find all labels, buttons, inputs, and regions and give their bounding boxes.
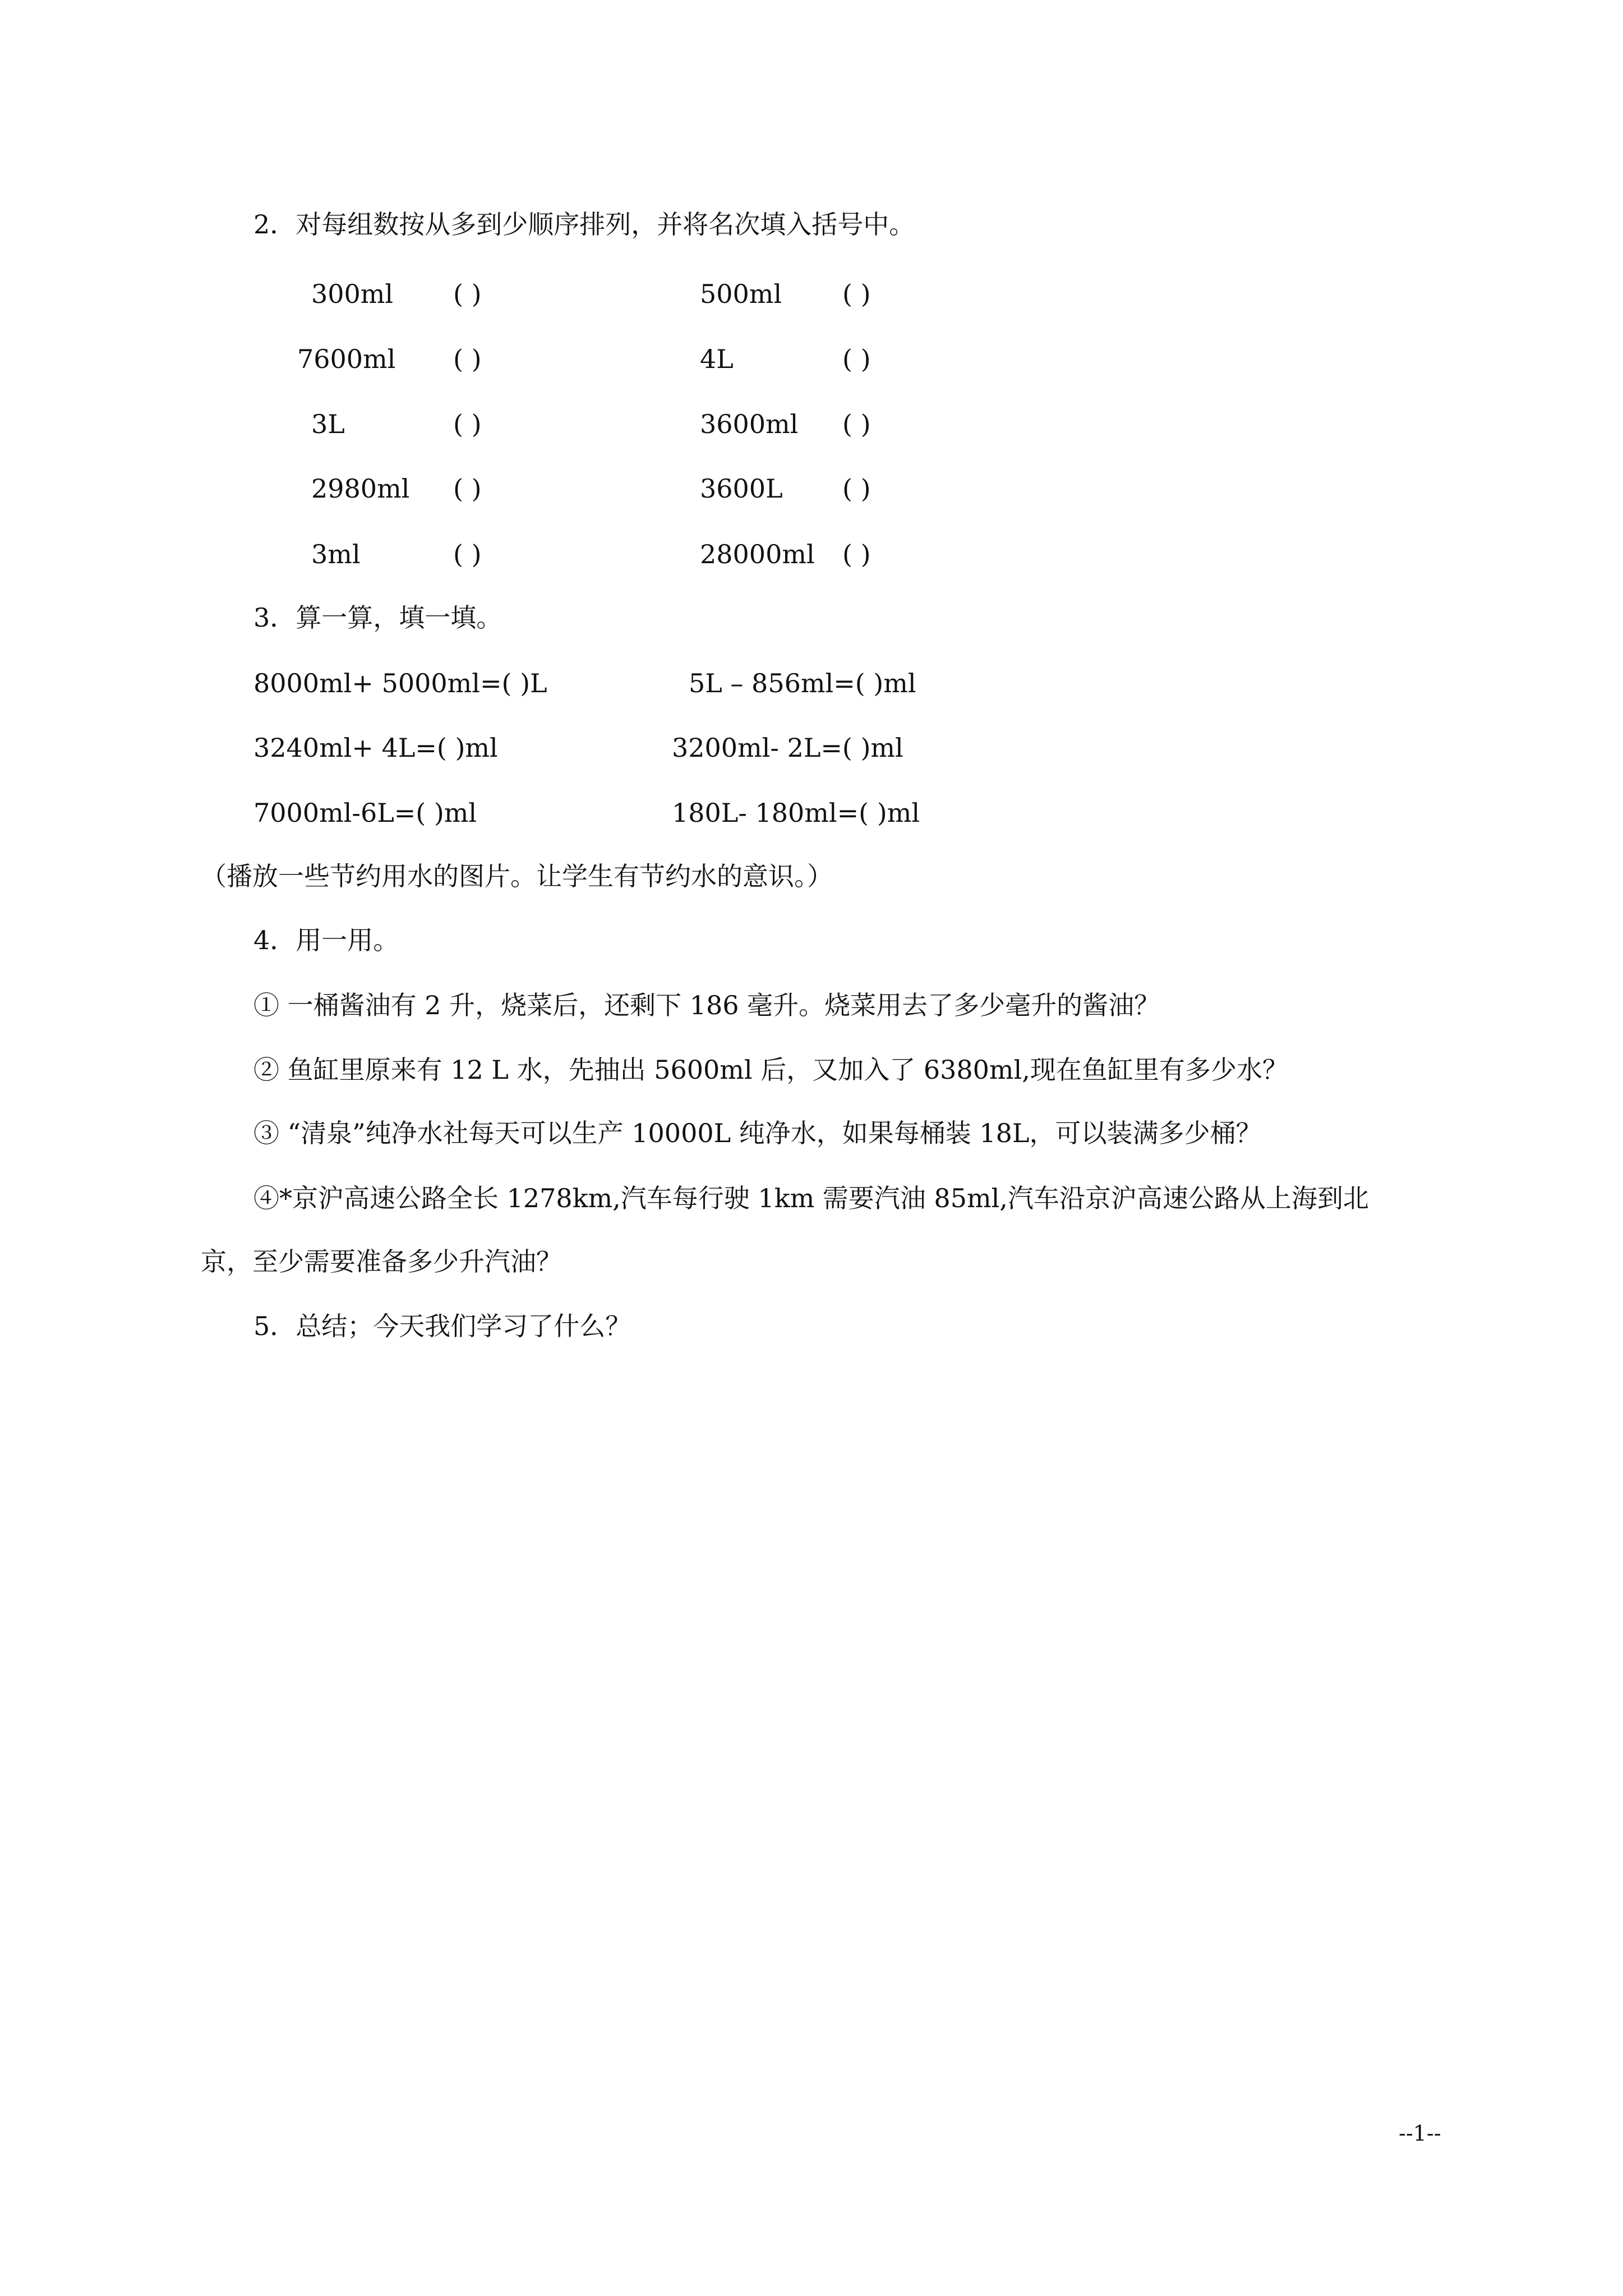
page-number: --1-- bbox=[1399, 2121, 1441, 2146]
calc-problem: 180L- 180ml=( )ml bbox=[672, 798, 920, 828]
quantity-value: 3L bbox=[311, 409, 345, 439]
quantity-value: 2980ml bbox=[311, 473, 410, 504]
rank-blank: ( ) bbox=[453, 473, 482, 504]
word-problem-continuation: 京，至少需要准备多少升汽油？ bbox=[201, 1246, 562, 1277]
section3-heading: 3．算一算，填一填。 bbox=[253, 602, 502, 633]
rank-blank: ( ) bbox=[842, 344, 871, 374]
section5-heading: 5．总结；今天我们学习了什么？ bbox=[253, 1311, 631, 1341]
word-problem: ① 一桶酱油有 2 升，烧菜后，还剩下 186 毫升。烧菜用去了多少毫升的酱油？ bbox=[253, 990, 1160, 1020]
rank-blank: ( ) bbox=[842, 539, 871, 569]
teaching-note: （播放一些节约用水的图片。让学生有节约水的意识。） bbox=[201, 861, 833, 891]
quantity-value: 3600L bbox=[700, 473, 783, 504]
quantity-value: 500ml bbox=[700, 279, 782, 309]
calc-problem: 7000ml-6L=( )ml bbox=[253, 798, 477, 828]
word-problem: ④*京沪高速公路全长 1278km,汽车每行驶 1km 需要汽油 85ml,汽车沿京沪高速公路从上海到北 bbox=[253, 1183, 1369, 1213]
rank-blank: ( ) bbox=[453, 539, 482, 569]
rank-blank: ( ) bbox=[842, 473, 871, 504]
section2-heading: 2．对每组数按从多到少顺序排列，并将名次填入括号中。 bbox=[253, 209, 915, 240]
rank-blank: ( ) bbox=[842, 409, 871, 439]
calc-problem: 3200ml- 2L=( )ml bbox=[672, 733, 903, 763]
quantity-value: 7600ml bbox=[297, 344, 396, 374]
word-problem: ② 鱼缸里原来有 12 L 水，先抽出 5600ml 后，又加入了 6380ml,现在鱼缸里有多少水？ bbox=[253, 1055, 1288, 1085]
quantity-value: 300ml bbox=[311, 279, 394, 309]
section4-heading: 4．用一用。 bbox=[253, 925, 399, 955]
quantity-value: 28000ml bbox=[700, 539, 815, 569]
rank-blank: ( ) bbox=[453, 409, 482, 439]
rank-blank: ( ) bbox=[842, 279, 871, 309]
quantity-value: 3600ml bbox=[700, 409, 799, 439]
quantity-value: 4L bbox=[700, 344, 734, 374]
quantity-value: 3ml bbox=[311, 539, 361, 569]
rank-blank: ( ) bbox=[453, 344, 482, 374]
calc-problem: 3240ml+ 4L=( )ml bbox=[253, 733, 498, 763]
calc-problem: 8000ml+ 5000ml=( )L bbox=[253, 668, 547, 698]
rank-blank: ( ) bbox=[453, 279, 482, 309]
word-problem: ③ “清泉”纯净水社每天可以生产 10000L 纯净水，如果每桶装 18L，可以装满多少桶？ bbox=[253, 1118, 1262, 1148]
calc-problem: 5L – 856ml=( )ml bbox=[689, 668, 916, 698]
